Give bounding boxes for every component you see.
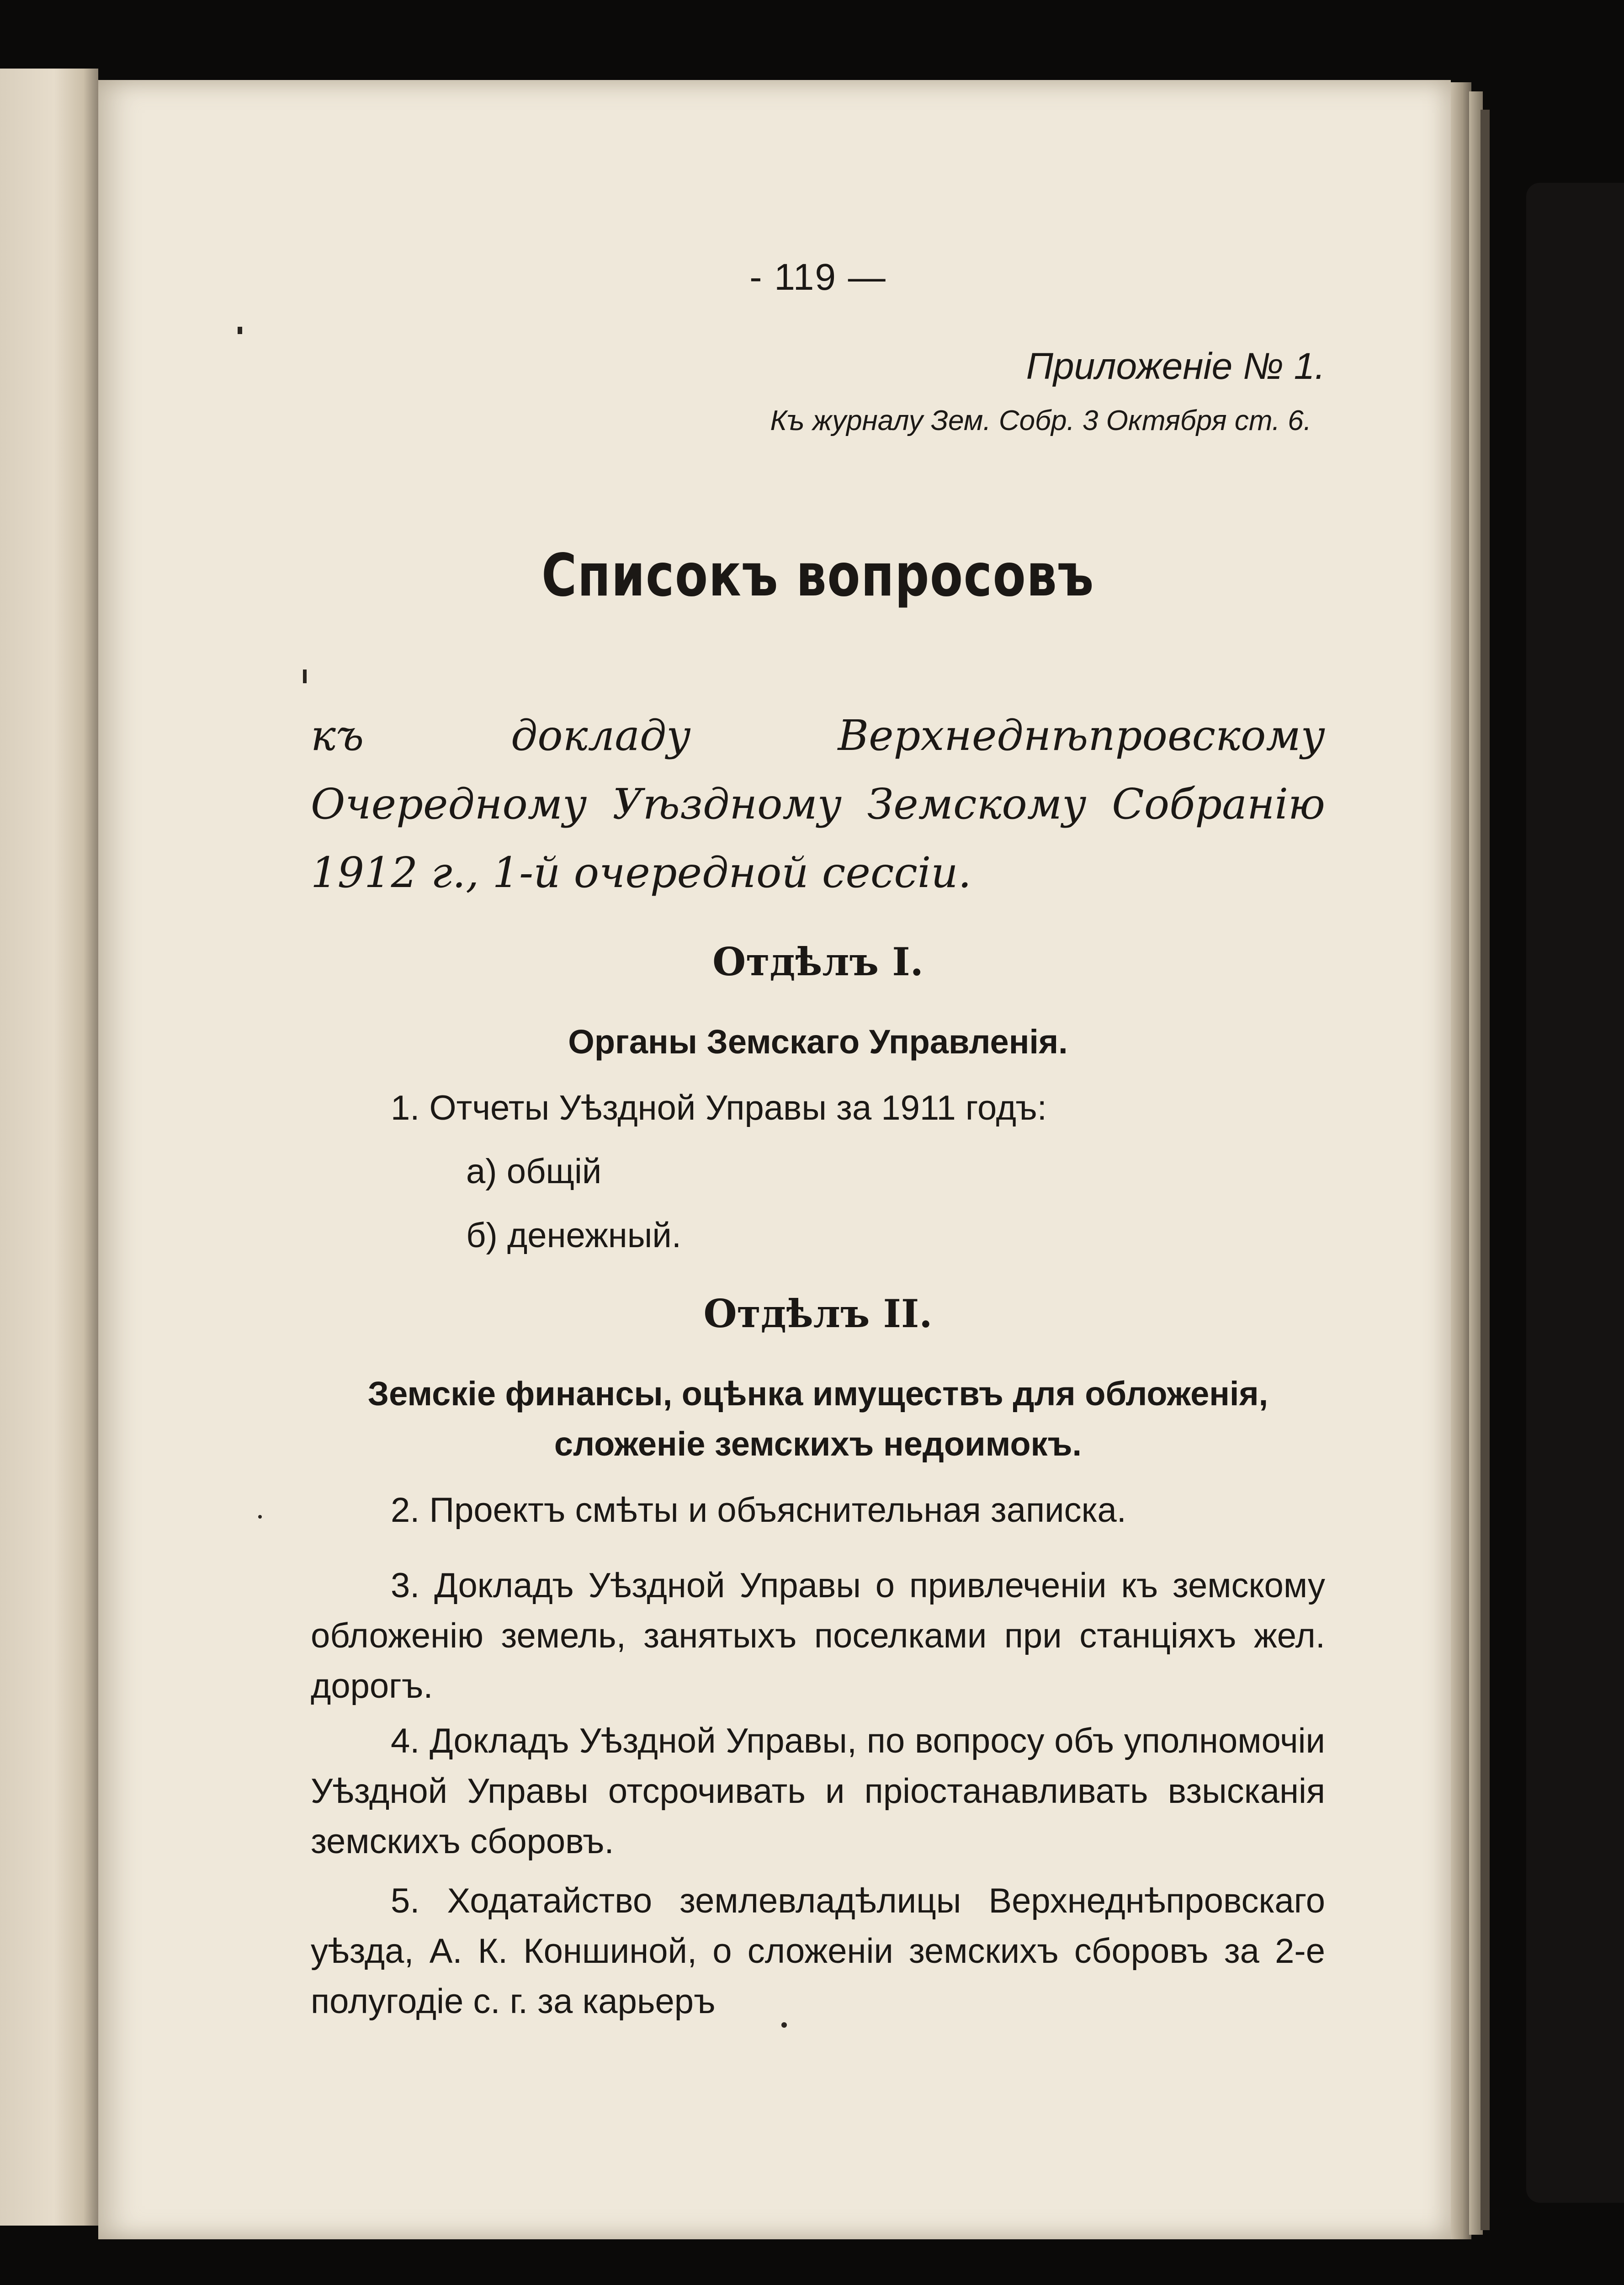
page-edge [1481,110,1490,2230]
paper-speck [238,327,242,334]
text-block [311,80,1325,2239]
appendix-reference: Къ журналу Зем. Собр. 3 Октября ст. 6. [770,405,1311,436]
document-page [98,80,1451,2239]
appendix-label: Приложеніе № 1. [1026,345,1325,387]
list-item-5: 5. Ходатайство землевладѣлицы Верхнеднѣпровскаго уѣзда, А. К. Коншиной, о сложеніи земскихъ сборовъ за 2-е полугодіе с. г. за карьеръ [311,1881,1325,2021]
list-item-1: 1. Отчеты Уѣздной Управы за 1911 годъ: [391,1089,1047,1127]
list-item-2: 2. Проектъ смѣты и объяснительная записка. [391,1491,1126,1530]
list-item-1a: а) общій [466,1152,602,1191]
page-number: - 119 — [749,256,886,298]
document-subtitle: къ докладу Верхнеднѣпровскому Очередному Уѣздному Земскому Собранію 1912 г., 1-й очередной сессіи. [311,711,1325,897]
paper-speck [258,1515,262,1519]
book-cover [1526,183,1624,2203]
section-1-label: Отдѣлъ I. [712,939,923,984]
paper-speck [303,670,307,683]
document-title: Списокъ вопросовъ [541,542,1094,610]
paper-speck [781,2022,787,2028]
list-item-3: 3. Докладъ Уѣздной Управы о привлеченіи къ земскому обложенію земель, занятыхъ поселками при станціяхъ жел. дорогъ. [311,1566,1325,1706]
left-page-edge [0,69,98,2226]
section-1-heading: Органы Земскаго Управленія. [568,1023,1068,1061]
section-2-heading: Земскіе финансы, оцѣнка имуществъ для обложенія, сложеніе земскихъ недоимокъ. [367,1375,1268,1463]
list-item-1b: б) денежный. [466,1216,681,1255]
list-item-4: 4. Докладъ Уѣздной Управы, по вопросу объ уполномочіи Уѣздной Управы отсрочивать и пріостанавливать взысканія земскихъ сборовъ. [311,1722,1325,1861]
page-edge [1449,82,1471,2239]
section-2-label: Отдѣлъ II. [703,1291,933,1336]
